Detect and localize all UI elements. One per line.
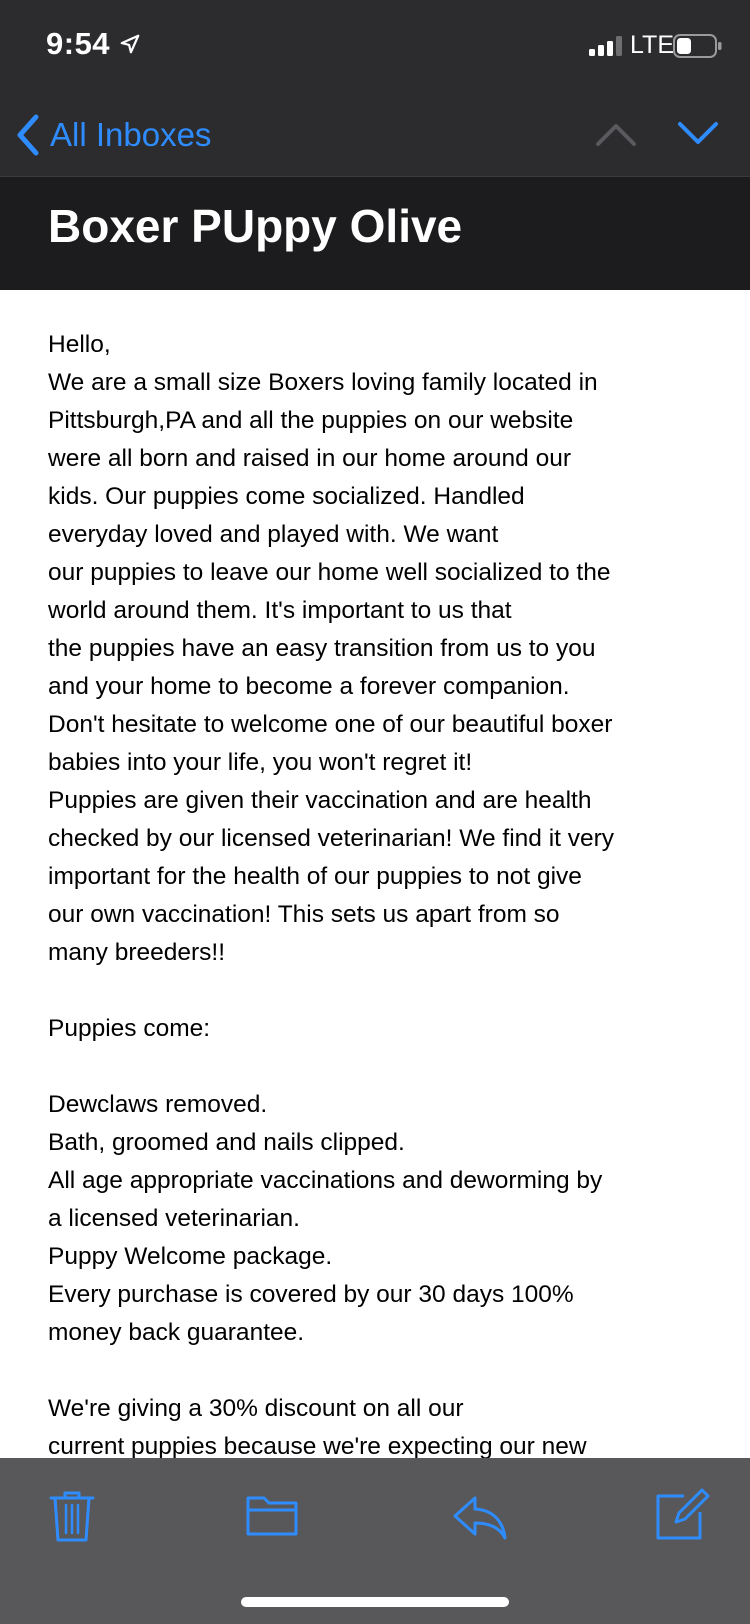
body-line: Puppies come: (48, 1015, 211, 1042)
body-line: a licensed veterinarian. (48, 1205, 300, 1232)
folder-icon (244, 1488, 300, 1544)
body-line: current puppies because we're expecting our new (48, 1433, 587, 1458)
body-line (48, 972, 728, 1010)
body-line: our puppies to leave our home well socialized to the (48, 559, 611, 586)
home-indicator[interactable] (241, 1597, 509, 1607)
chevron-up-icon[interactable] (592, 114, 640, 154)
trash-button[interactable] (42, 1488, 102, 1544)
back-label: All Inboxes (50, 116, 212, 153)
body-line: the puppies have an easy transition from us to you (48, 635, 596, 662)
body-line: important for the health of our puppies to not give (48, 863, 582, 890)
body-line: many breeders!! (48, 939, 226, 966)
status-bar (0, 0, 750, 96)
location-arrow-icon (119, 33, 141, 55)
body-line: kids. Our puppies come socialized. Handled (48, 483, 525, 510)
body-line (48, 1048, 728, 1086)
body-line: world around them. It's important to us that (48, 597, 512, 624)
navigation-bar (0, 96, 750, 177)
email-body (48, 326, 728, 1458)
body-line: babies into your life, you won't regret it! (48, 749, 473, 776)
body-line: were all born and raised in our home around our (48, 445, 571, 472)
trash-icon (42, 1488, 102, 1544)
compose-icon (652, 1488, 712, 1544)
carrier-label: LTE (630, 31, 674, 59)
move-to-folder-button[interactable] (244, 1488, 300, 1544)
chevron-left-icon (14, 113, 42, 157)
battery-icon (673, 34, 723, 58)
body-line: money back guarantee. (48, 1319, 305, 1346)
body-line: We are a small size Boxers loving family located in (48, 369, 598, 396)
reply-button[interactable] (450, 1488, 510, 1544)
email-subject: Boxer PUppy Olive (48, 200, 463, 252)
subject-header (0, 177, 750, 290)
body-line: Dewclaws removed. (48, 1091, 268, 1118)
body-line: Bath, groomed and nails clipped. (48, 1129, 405, 1156)
body-line: everyday loved and played with. We want (48, 521, 499, 548)
chevron-down-icon[interactable] (674, 114, 722, 154)
cellular-signal-icon (589, 36, 623, 56)
body-line: Puppies are given their vaccination and are health (48, 787, 592, 814)
body-line: checked by our licensed veterinarian! We find it very (48, 825, 615, 852)
body-line: Hello, (48, 331, 111, 358)
compose-button[interactable] (652, 1488, 712, 1544)
body-line: Every purchase is covered by our 30 days 100% (48, 1281, 574, 1308)
body-line (48, 1352, 728, 1390)
body-line: and your home to become a forever companion. (48, 673, 570, 700)
body-line: our own vaccination! This sets us apart from so (48, 901, 560, 928)
reply-icon (450, 1488, 510, 1544)
body-line: All age appropriate vaccinations and deworming by (48, 1167, 603, 1194)
back-button[interactable] (14, 110, 211, 160)
body-line: Don't hesitate to welcome one of our beautiful boxer (48, 711, 613, 738)
body-line: We're giving a 30% discount on all our (48, 1395, 464, 1422)
status-time: 9:54 (46, 26, 111, 61)
body-line: Pittsburgh,PA and all the puppies on our website (48, 407, 574, 434)
body-line: Puppy Welcome package. (48, 1243, 333, 1270)
